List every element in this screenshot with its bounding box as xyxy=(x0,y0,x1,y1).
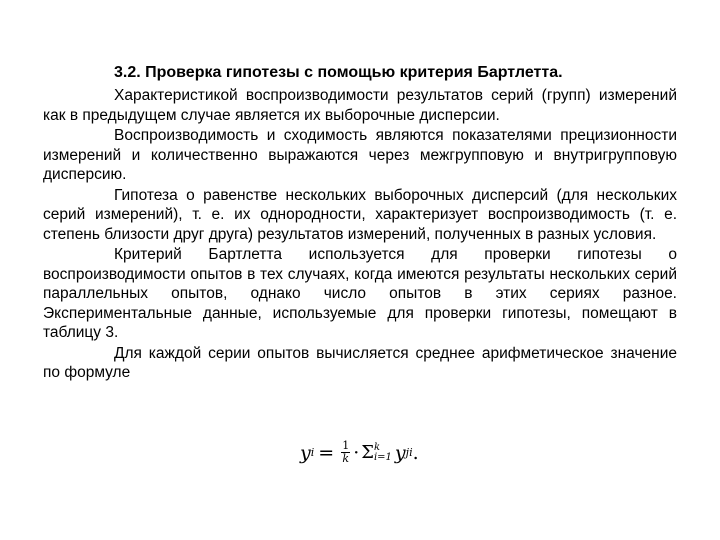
formula-fraction xyxy=(341,440,350,465)
paragraph-series-mean: Для каждой серии опытов вычисляется среднее арифметическое значение по формуле xyxy=(43,344,677,381)
formula-equals: = xyxy=(318,441,335,464)
formula-fraction-denominator: k xyxy=(342,452,350,465)
formula-sum-lower: i=1 xyxy=(373,451,392,463)
paragraph-precision: Воспроизводимость и сходимость являются показателями прецизионности измерений и количественно выражаются через межгрупповую и внутригрупповую дисперсию. xyxy=(43,127,677,183)
mean-formula xyxy=(300,440,419,465)
formula-lhs-sub: i xyxy=(310,446,315,459)
formula-sum-limits xyxy=(374,443,392,463)
section-title: 3.2. Проверка гипотезы с помощью критерия Бартлетта. xyxy=(114,64,563,81)
formula-dot: · xyxy=(353,441,360,464)
formula-sigma: Σ xyxy=(361,442,374,463)
formula-term: y xyxy=(394,441,406,464)
formula-fraction-numerator: 1 xyxy=(342,439,350,452)
paragraph-hypothesis: Гипотеза о равенстве нескольких выборочных дисперсий (для нескольких серий измерений), т. е. их однородности, характеризует воспроизводимость (т. е. степень близости друг друга) результатов измерений, полученных в разных условия. xyxy=(43,186,677,243)
body-text xyxy=(43,86,677,384)
paragraph-reproducibility: Характеристикой воспроизводимости результатов серий (групп) измерений как в предыдущем случае является их выборочные дисперсии. xyxy=(43,87,677,124)
formula-end: . xyxy=(412,441,419,464)
formula-term-sub: ji xyxy=(405,446,413,459)
formula-sum-upper: k xyxy=(373,441,381,453)
formula-lhs: y xyxy=(300,441,311,464)
paragraph-bartlett-criterion: Критерий Бартлетта используется для проверки гипотезы о воспроизводимости опытов в тех случаях, когда имеются результаты нескольких серий параллельных опытов, однако число опытов в этих сериях разное. Экспериментальные данные, используемые для проверки гипотезы, помещают в таблицу 3. xyxy=(43,246,677,341)
